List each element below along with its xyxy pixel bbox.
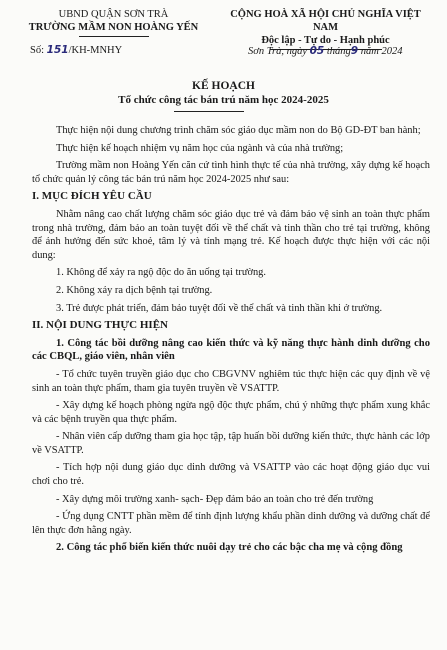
body-paragraph: - Xây dựng kế hoạch phòng ngừa ngộ độc thực phẩm, chú ý những thực phẩm xung khắc và các bệnh truyền qua thực phẩm.: [32, 400, 430, 425]
date-day: 05: [309, 45, 325, 57]
body-paragraph: 1. Không để xảy ra ngộ độc do ăn uống tại trường.: [56, 267, 266, 279]
org-underline: [79, 36, 149, 37]
body-paragraph: - Ứng dụng CNTT phần mềm để tính định lượng khẩu phần dinh dưỡng và dưỡng chất để lên thực đơn hằng ngày.: [32, 511, 430, 536]
section-heading: I. MỤC ĐÍCH YÊU CẦU: [32, 190, 152, 203]
doc-no-handwritten: 151: [46, 44, 69, 56]
body-paragraph: - Nhân viên cấp dưỡng tham gia học tập, tập huấn bồi dưỡng kiến thức, thực hành các lớp về VSATTP.: [32, 431, 430, 456]
body-paragraph: Trường mầm non Hoàng Yến căn cứ tình hình thực tế của nhà trường, xây dựng kế hoạch tổ chức quản lý công tác bán trú năm học 2024-2025 như sau:: [32, 160, 430, 185]
body-paragraph: 2. Không xảy ra dịch bệnh tại trường.: [56, 284, 213, 296]
body-paragraph: Thực hiện kế hoạch nhiệm vụ năm học của ngành và của nhà trường;: [56, 142, 344, 154]
body-paragraph: - Tích hợp nội dung giáo dục dinh dưỡng và VSATTP vào các hoạt động giáo dục vui chơi cho trẻ.: [32, 462, 430, 488]
doc-no-prefix: Số:: [30, 45, 45, 56]
date-month: 9: [350, 45, 359, 57]
date-year: năm 2024: [360, 46, 403, 57]
date-prefix: Sơn Trà, ngày: [248, 46, 307, 57]
national-motto: Độc lập - Tự do - Hạnh phúc: [261, 35, 390, 46]
document-subtitle: Tổ chức công tác bán trú năm học 2024-2025: [118, 94, 329, 106]
body-paragraph: 3. Trẻ được phát triển, đảm bảo tuyệt đối về thể chất và tinh thần khi ở trường.: [56, 302, 383, 314]
document-body: [32, 124, 430, 559]
section-heading: II. NỘI DUNG THỰC HIỆN: [32, 319, 168, 332]
body-paragraph: - Xây dựng môi trường xanh- sạch- Đẹp đảm bảo an toàn cho trẻ đến trường: [56, 493, 374, 505]
document-number: [30, 44, 122, 56]
national-header: [218, 8, 433, 50]
body-paragraph: Thực hiện nội dung chương trình chăm sóc giáo dục mầm non do Bộ GD-ĐT ban hành;: [56, 125, 421, 136]
issuing-organization: [26, 8, 201, 37]
nation-name: CỘNG HOÀ XÃ HỘI CHỦ NGHĨA VIỆT NAM: [230, 9, 421, 33]
document-title: KẾ HOẠCH: [192, 80, 255, 92]
subsection-heading: 2. Công tác phổ biến kiến thức nuôi dạy trẻ cho các bậc cha mẹ và cộng đồng: [56, 542, 403, 554]
date-month-label: tháng: [326, 46, 351, 57]
subtitle-underline: [174, 111, 244, 112]
subsection-heading: 1. Công tác bồi dưỡng nâng cao kiến thức và kỹ năng thực hành dinh dưỡng cho các CBQL, giáo viên, nhân viên: [32, 337, 430, 363]
body-paragraph: - Tổ chức tuyên truyền giáo dục cho CBGVNV nghiêm túc thực hiện các quy định về vệ sinh an toàn thực phẩm, tham gia tuyên truyền về VSATTP.: [32, 368, 430, 394]
district-name: UBND QUẬN SƠN TRÀ: [58, 9, 169, 20]
body-paragraph: Nhằm nâng cao chất lượng chăm sóc giáo dục trẻ và đảm bảo vệ sinh an toàn thực phẩm trong nhà trường, đảm bảo an toàn tuyệt đối về thể chất và tinh thần cho trẻ tại trường, không để ảnh hưởng đến sức khoẻ, tâm lý và tính mạng trẻ. Kế hoạch được thực hiện với các nội dung:: [32, 208, 430, 261]
document-date: [248, 45, 402, 57]
school-name: TRƯỜNG MẦM NON HOÀNG YẾN: [28, 22, 199, 33]
doc-no-suffix: /KH-MNHY: [68, 45, 123, 56]
